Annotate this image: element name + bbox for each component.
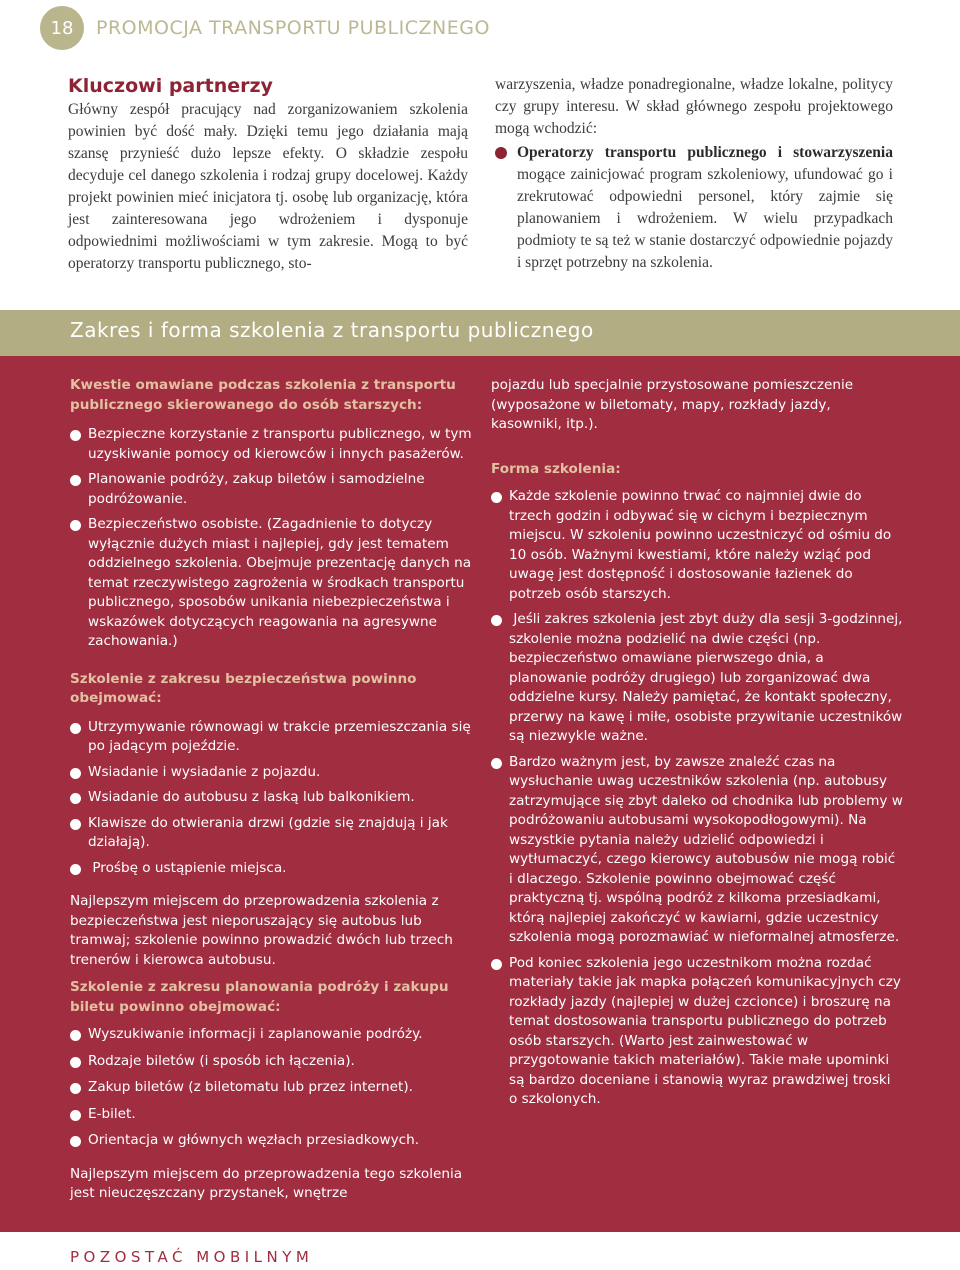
footer-title: POZOSTAĆ MOBILNYM — [70, 1248, 314, 1266]
page-number-badge: 18 — [40, 6, 84, 50]
issues-heading: Kwestie omawiane podczas szkolenia z transportu publicznego skierowanego do osób starszych: — [70, 377, 456, 413]
list-item: Rodzaje biletów (i sposób ich łączenia). — [70, 1052, 475, 1072]
form-list — [491, 487, 907, 1110]
list-item: Wyszukiwanie informacji i zaplanowanie podróży. — [70, 1025, 475, 1045]
section-band — [0, 310, 960, 356]
list-item: Utrzymywanie równowagi w trakcie przemieszczania się po jadącym pojeździe. — [70, 718, 475, 757]
list-item: Zakup biletów (z biletomatu lub przez internet). — [70, 1078, 475, 1098]
panel-right-column — [491, 376, 907, 1110]
list-item: Wsiadanie do autobusu z laską lub balkonikiem. — [70, 788, 475, 808]
list-item: Klawisze do otwierania drzwi (gdzie się znajdują i jak działają). — [70, 814, 475, 853]
training-panel — [0, 356, 960, 1232]
partners-left-column — [68, 74, 468, 275]
safety-list — [70, 718, 475, 879]
issues-list — [70, 425, 475, 652]
partners-right-text: warzyszenia, władze ponadregionalne, władze lokalne, politycy czy grupy interesu. W skład głównego zespołu projektowego mogą wchodzić: — [495, 76, 893, 137]
list-item: Planowanie podróży, zakup biletów i samodzielne podróżowanie. — [70, 470, 475, 509]
partners-left-text: Główny zespół pracujący nad zorganizowaniem szkolenia powinien być dość mały. Dzięki temu jego działania mają szansę przynieść dużo lepsze efekty. O składzie zespołu decyduje cel danego szkolenia i rodzaj grupy docelowej. Każdy projekt powinien mieć inicjatora tj. osobę lub organizację, która jest zainteresowana jego wdrożeniem i dysponuje odpowiednimi możliwościami w tym zakresie. Mogą to być operatorzy transportu publicznego, sto- — [68, 101, 468, 272]
list-item: E-bilet. — [70, 1105, 475, 1125]
list-item: Bezpieczne korzystanie z transportu publicznego, w tym uzyskiwanie pomocy od kierowców i innych pasażerów. — [70, 425, 475, 464]
list-item: Bezpieczeństwo osobiste. (Zagadnienie to dotyczy wyłącznie dużych miast i najlepiej, gdy jest tematem oddzielnego szkolenia. Obejmuje prezentację danych na temat rzeczywistego zagrożenia w środkach transportu publicznego, sposobów unikania niebezpieczeństwa i wskazówek dotyczących reagowania na agresywne zachowania.) — [70, 515, 475, 652]
section-title: PROMOCJA TRANSPORTU PUBLICZNEGO — [96, 17, 490, 39]
safety-heading: Szkolenie z zakresu bezpieczeństwa powinno obejmować: — [70, 670, 417, 706]
partners-right-column — [495, 74, 893, 274]
page-header — [40, 6, 490, 50]
partners-bullet-bold: Operatorzy transportu publicznego i stowarzyszenia — [517, 144, 893, 161]
list-item: Każde szkolenie powinno trwać co najmniej dwie do trzech godzin i odbywać się w cichym i bezpiecznym miejscu. W szkoleniu powinno uczestniczyć od ośmiu do 10 osób. Ważnymi kwestiami, które należy wziąć pod uwagę jest dostępność i dostosowanie łazienek do potrzeb osób starszych. — [491, 487, 903, 604]
list-item: Pod koniec szkolenia jego uczestnikom można rozdać materiały takie jak mapka połączeń komunikacyjnych czy rozkłady jazdy (najlepiej w dużej czcionce) i broszurę na temat dostosowania transportu publicznego do potrzeb osób starszych. (Warto jest zainwestować w przygotowanie takich materiałów). Takie małe upominki są bardzo doceniane i stanowią wyraz prawdziwej troski o szkolonych. — [491, 954, 903, 1110]
continuation-text: pojazdu lub specjalnie przystosowane pomieszczenie (wyposażone w biletomaty, mapy, rozkłady jazdy, kasowniki, itp.). — [491, 377, 854, 432]
list-item: Wsiadanie i wysiadanie z pojazdu. — [70, 763, 475, 783]
list-item: Orientacja w głównych węzłach przesiadkowych. — [70, 1131, 475, 1151]
planning-heading: Szkolenie z zakresu planowania podróży i zakupu biletu powinno obejmować: — [70, 979, 449, 1015]
band-title: Zakres i forma szkolenia z transportu publicznego — [70, 318, 594, 342]
safety-place-text: Najlepszym miejscem do przeprowadzenia szkolenia z bezpieczeństwa jest nieporuszający się autobus lub tramwaj; szkolenie powinno prowadzić dwóch lub trzech trenerów i kierowca autobusu. — [70, 893, 453, 968]
planning-place-text: Najlepszym miejscem do przeprowadzenia tego szkolenia jest nieuczęszczany przystanek, wnętrze — [70, 1165, 463, 1201]
panel-left-column — [70, 376, 475, 1204]
list-item: Prośbę o ustąpienie miejsca. — [70, 859, 475, 879]
list-item: Jeśli zakres szkolenia jest zbyt duży dla sesji 3-godzinnej, szkolenie można podzielić na dwie części (np. bezpieczeństwo omawiane pierwszego dnia, a planowanie podróży drugiego) lub zorganizować dwa oddzielne kursy. Należy pamiętać, że kontakt społeczny, przerwy na kawę i miłe, osobiste przywitanie uczestników są niezwykle ważne. — [491, 610, 903, 747]
partners-heading: Kluczowi partnerzy — [68, 75, 273, 97]
partners-bullet — [495, 142, 893, 274]
form-heading: Forma szkolenia: — [491, 460, 621, 477]
partners-bullet-text: mogące zainicjować program szkoleniowy, ufundować go i zrekrutować odpowiedni personel, który zajmie się planowaniem i wdrożeniem. W wielu przypadkach podmioty te są też w stanie dostarczyć odpowiednie pojazdy i sprzęt potrzebny na szkolenia. — [517, 166, 893, 271]
planning-list — [70, 1025, 475, 1151]
bullet-dot-icon — [495, 147, 507, 159]
list-item: Bardzo ważnym jest, by zawsze znaleźć czas na wysłuchanie uwag uczestników szkolenia (np. autobusy zatrzymujące się zbyt daleko od chodnika lub problemy w podróżowaniu autobusami wysokopodłogowymi). Na wszystkie pytania należy udzielić odpowiedzi i wytłumaczyć, czego kierowcy autobusów nie mogą robić i dlaczego. Szkolenie powinno obejmować część praktyczną tj. wspólną podróż z kilkoma przesiadkami, którą najlepiej zakończyć w kawiarni, gdzie uczestnicy szkolenia mogą porozmawiać w nieformalnej atmosferze. — [491, 753, 903, 948]
